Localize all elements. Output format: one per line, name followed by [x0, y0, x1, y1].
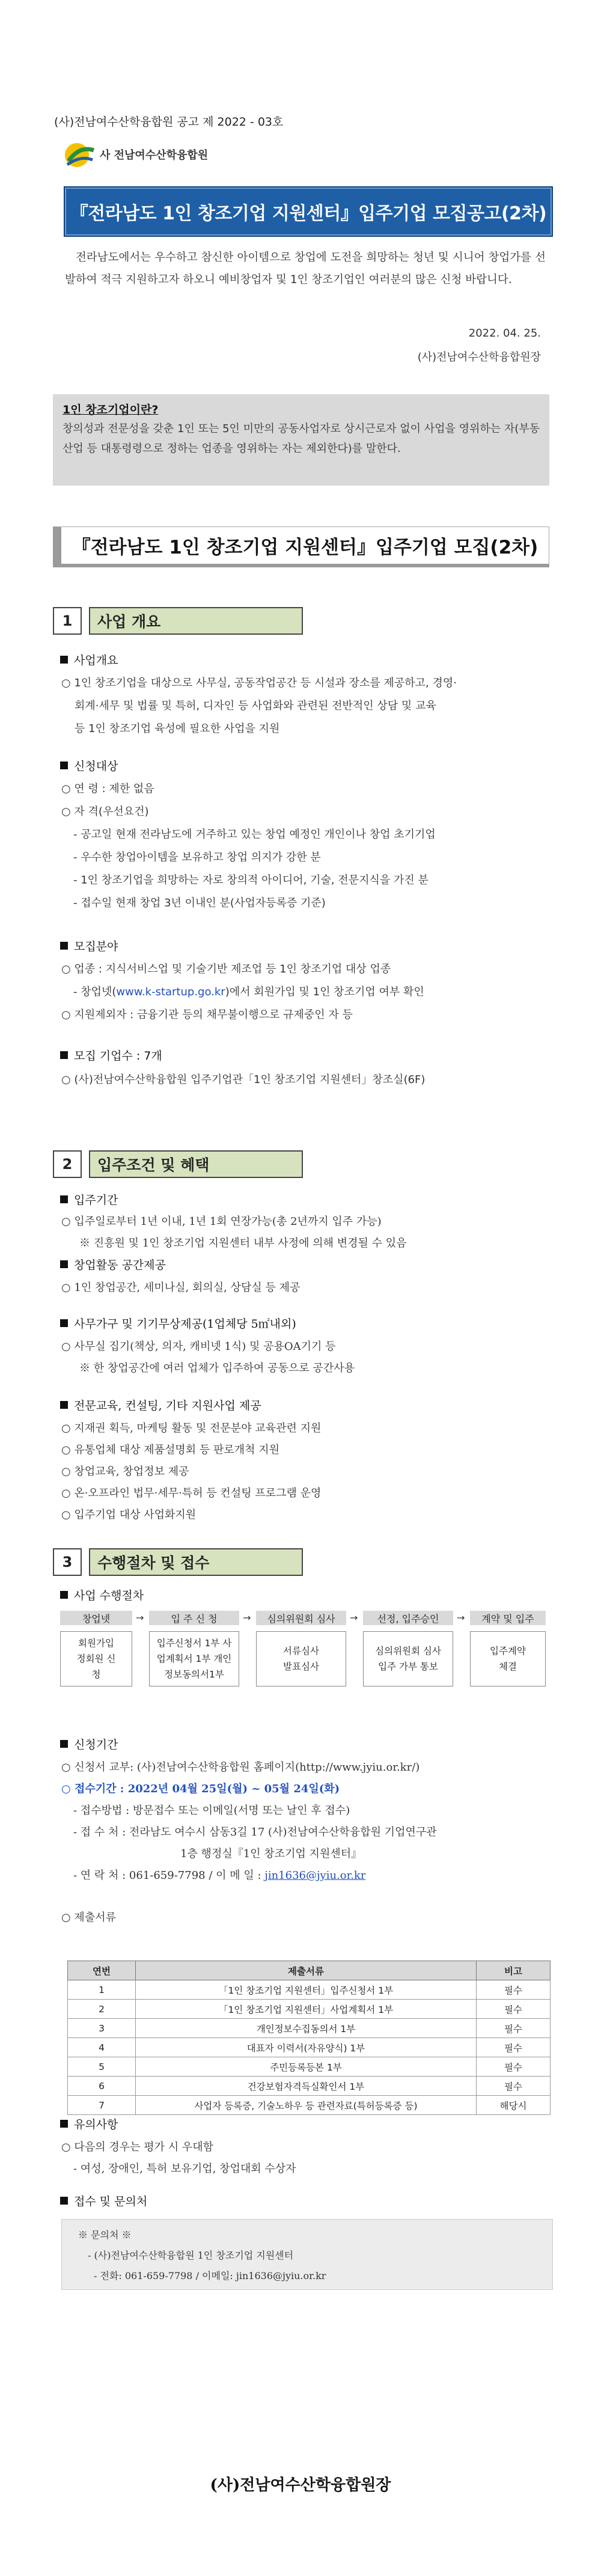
section-number: 2 [53, 1150, 82, 1178]
kstartup-link[interactable]: www.k-startup.go.kr [116, 986, 225, 998]
table-row: 3 개인정보수집동의서 1부 필수 [68, 2019, 551, 2038]
text-line: ○ 신청서 교부: (사)전남여수산학융합원 홈페이지(http://www.jyiu.or.kr/) [61, 1761, 420, 1774]
section-2-header [53, 1150, 303, 1178]
footer-org: (사)전남여수산학융합원장 [210, 2476, 391, 2494]
text-line: - 전화: 061-659-7798 / 이메일: jin1636@jyiu.or.kr [94, 2270, 326, 2281]
arrow-right-icon: → [457, 1612, 465, 1623]
table-row: 7 사업자 등록증, 기술노하우 등 관련자료(특허등록증 등) 해당시 [68, 2096, 551, 2115]
logo-icon [63, 137, 96, 171]
column-header: 연번 [68, 1961, 136, 1980]
text-line: - 연 락 처 : 061-659-7798 / 이 메 일 : jin1636@jyiu.or.kr [73, 1869, 366, 1882]
page-title: 『전라남도 1인 창조기업 지원센터』입주기업 모집공고(2차) [64, 186, 553, 237]
step-head: 심의위원회 심사 [256, 1611, 346, 1625]
table-row: 4 대표자 이력서(자유양식) 1부 필수 [68, 2038, 551, 2057]
text-line: ○ 1인 창업공간, 세미나실, 회의실, 상담실 등 제공 [61, 1281, 300, 1294]
section-label: 사업 개요 [89, 607, 303, 635]
step-head: 계약 및 입주 [470, 1611, 546, 1625]
text-line: ○ 연 령 : 제한 없음 [61, 783, 154, 795]
column-header: 제출서류 [136, 1961, 477, 1980]
arrow-right-icon: → [350, 1612, 358, 1623]
subheading-process: 사업 수행절차 [60, 1587, 144, 1603]
notice-date: 2022. 04. 25. [468, 327, 541, 340]
subheading-target: 신청대상 [60, 757, 118, 774]
section-3-header [53, 1548, 303, 1576]
text-line: - 창업넷(www.k-startup.go.kr)에서 회원가입 및 1인 창조기업 여부 확인 [73, 986, 424, 998]
text-line: ○ 지재권 획득, 마케팅 활동 및 전문분야 교육관련 지원 [61, 1422, 322, 1435]
recruit-title: 『전라남도 1인 창조기업 지원센터』입주기업 모집(2차) [53, 526, 549, 567]
column-header: 비고 [477, 1961, 551, 1980]
table-row: 5 주민등록등본 1부 필수 [68, 2057, 551, 2077]
notice-org: (사)전남여수산학융합원장 [417, 351, 541, 364]
subheading-contact: 접수 및 문의처 [60, 2193, 147, 2209]
table-row: 2 「1인 창조기업 지원센터」사업계획서 1부 필수 [68, 2000, 551, 2019]
documents-table [67, 1961, 551, 2115]
text-line: - 우수한 창업아이템을 보유하고 창업 의지가 강한 분 [73, 851, 321, 864]
subheading-notes: 유의사항 [60, 2116, 118, 2132]
subheading-period: 입주기간 [60, 1191, 118, 1207]
text-line: - (사)전남여수산학융합원 1인 창조기업 지원센터 [88, 2250, 294, 2261]
text-line: ※ 진흥원 및 1인 창조기업 지원센터 내부 사정에 의해 변경될 수 있음 [79, 1237, 407, 1250]
step-body: 입주계약 체결 [470, 1631, 546, 1686]
table-row: 1 「1인 창조기업 지원센터」입주신청서 1부 필수 [68, 1980, 551, 2000]
text-line: - 접수방법 : 방문접수 또는 이메일(서명 또는 날인 후 접수) [73, 1804, 350, 1817]
text-line: ○ 유통업체 대상 제품설명회 등 판로개척 지원 [61, 1444, 280, 1456]
step-head: 입 주 신 청 [149, 1611, 239, 1625]
subheading-field: 모집분야 [60, 938, 118, 954]
definition-text: 창의성과 전문성을 갖춘 1인 또는 5인 미만의 공동사업자로 상시근로자 없이 사업을 영위하는 자(부동산업 등 대통령령으로 정하는 업종을 영위하는 자는 제외한다)를 말한다. [63, 423, 540, 455]
step-body: 심의위원회 심사 입주 가부 통보 [363, 1631, 453, 1686]
text-line: - 접수일 현재 창업 3년 이내인 분(사업자등록증 기준) [73, 897, 326, 909]
contact-title: ※ 문의처 ※ [78, 2229, 132, 2241]
text-line: ※ 한 창업공간에 여러 업체가 입주하여 공동으로 공간사용 [79, 1362, 355, 1375]
text-line: - 여성, 장애인, 특허 보유기업, 창업대회 수상자 [73, 2162, 296, 2175]
text-line: 등 1인 창조기업 육성에 필요한 사업을 지원 [75, 722, 280, 735]
text-line: ○ 창업교육, 창업정보 제공 [61, 1465, 189, 1478]
text-line: 회계·세무 및 법률 및 특허, 디자인 등 사업화와 관련된 전반적인 상담 및 교육 [75, 700, 436, 712]
text-line: - 1인 창조기업을 희망하는 자로 창의적 아이디어, 기술, 전문지식을 가진 분 [73, 874, 429, 887]
text-line: ○ 사무실 집기(책상, 의자, 캐비넷 1식) 및 공용OA기기 등 [61, 1340, 336, 1353]
text-line: ○ 입주일로부터 1년 이내, 1년 1회 연장가능(총 2년까지 입주 가능) [61, 1215, 382, 1228]
text-line: 1층 행정실『1인 창조기업 지원센터』 [180, 1848, 362, 1860]
text-line: - 접 수 처 : 전라남도 여수시 삼동3길 17 (사)전남여수산학융합원 기업연구관 [73, 1826, 437, 1839]
subheading-purpose: 사업개요 [60, 652, 118, 668]
text-line: ○ 다음의 경우는 평가 시 우대함 [61, 2141, 213, 2153]
table-header-row [68, 1961, 551, 1980]
definition-title: 1인 창조기업이란? [63, 403, 159, 417]
section-number: 3 [53, 1548, 82, 1576]
section-label: 수행절차 및 접수 [89, 1548, 303, 1576]
subheading-consult: 전문교육, 컨설팅, 기타 지원사업 제공 [60, 1397, 261, 1413]
table-row: 6 건강보험자격득실확인서 1부 필수 [68, 2077, 551, 2096]
section-number: 1 [53, 607, 82, 635]
email-link[interactable]: jin1636@jyiu.or.kr [264, 1869, 366, 1882]
section-label: 입주조건 및 혜택 [89, 1150, 303, 1178]
text-line: ○ (사)전남여수산학융합원 입주기업관「1인 창조기업 지원센터」창조실(6F) [61, 1073, 426, 1086]
subheading-count: 모집 기업수 : 7개 [60, 1047, 162, 1063]
arrow-right-icon: → [136, 1612, 144, 1623]
step-head: 창업넷 [60, 1611, 132, 1625]
text-line: ○ 업종 : 지식서비스업 및 기술기반 제조업 등 1인 창조기업 대상 업종 [61, 963, 391, 975]
subheading-furniture: 사무가구 및 기기무상제공(1업체당 5㎡내외) [60, 1315, 296, 1331]
step-head: 선정, 입주승인 [363, 1611, 453, 1625]
subheading-docs: ○ 제출서류 [61, 1911, 116, 1924]
text-line: ○ 입주기업 대상 사업화지원 [61, 1509, 197, 1521]
logo-text: 사 전남여수산학융합원 [100, 149, 209, 162]
text-line: ○ 1인 창조기업을 대상으로 사무실, 공동작업공간 등 시설과 장소를 제공하고, 경영· [61, 677, 457, 689]
subheading-apply: 신청기간 [60, 1736, 118, 1752]
arrow-right-icon: → [243, 1612, 251, 1623]
step-body: 입주신청서 1부 사업계획서 1부 개인정보동의서1부 [149, 1631, 239, 1686]
apply-period: ○ 접수기간 : 2022년 04월 25일(월) ~ 05월 24일(화) [61, 1783, 340, 1795]
section-1-header [53, 607, 303, 635]
intro-paragraph: 전라남도에서는 우수하고 참신한 아이템으로 창업에 도전을 희망하는 청년 및 시니어 창업가를 선발하여 적극 지원하고자 하오니 예비창업자 및 1인 창조기업인 여러분의 많은 신청 바랍니다. [65, 251, 546, 286]
text-line: - 공고일 현재 전라남도에 거주하고 있는 창업 예정인 개인이나 창업 초기기업 [73, 828, 436, 841]
text-line: ○ 자 격(우선요건) [61, 805, 149, 818]
step-body: 회원가입 정회원 신청 [60, 1631, 132, 1686]
org-logo [63, 137, 315, 173]
text-line: ○ 온·오프라인 법무·세무·특허 등 컨설팅 프로그램 운영 [61, 1487, 322, 1500]
announcement-number: (사)전남여수산학융합원 공고 제 2022 - 03호 [54, 115, 284, 129]
subheading-space: 창업활동 공간제공 [60, 1256, 166, 1272]
process-flow [60, 1611, 553, 1689]
text-line: ○ 지원제외자 : 금융기관 등의 채무불이행으로 규제중인 자 등 [61, 1009, 353, 1021]
step-body: 서류심사 발표심사 [256, 1631, 346, 1686]
